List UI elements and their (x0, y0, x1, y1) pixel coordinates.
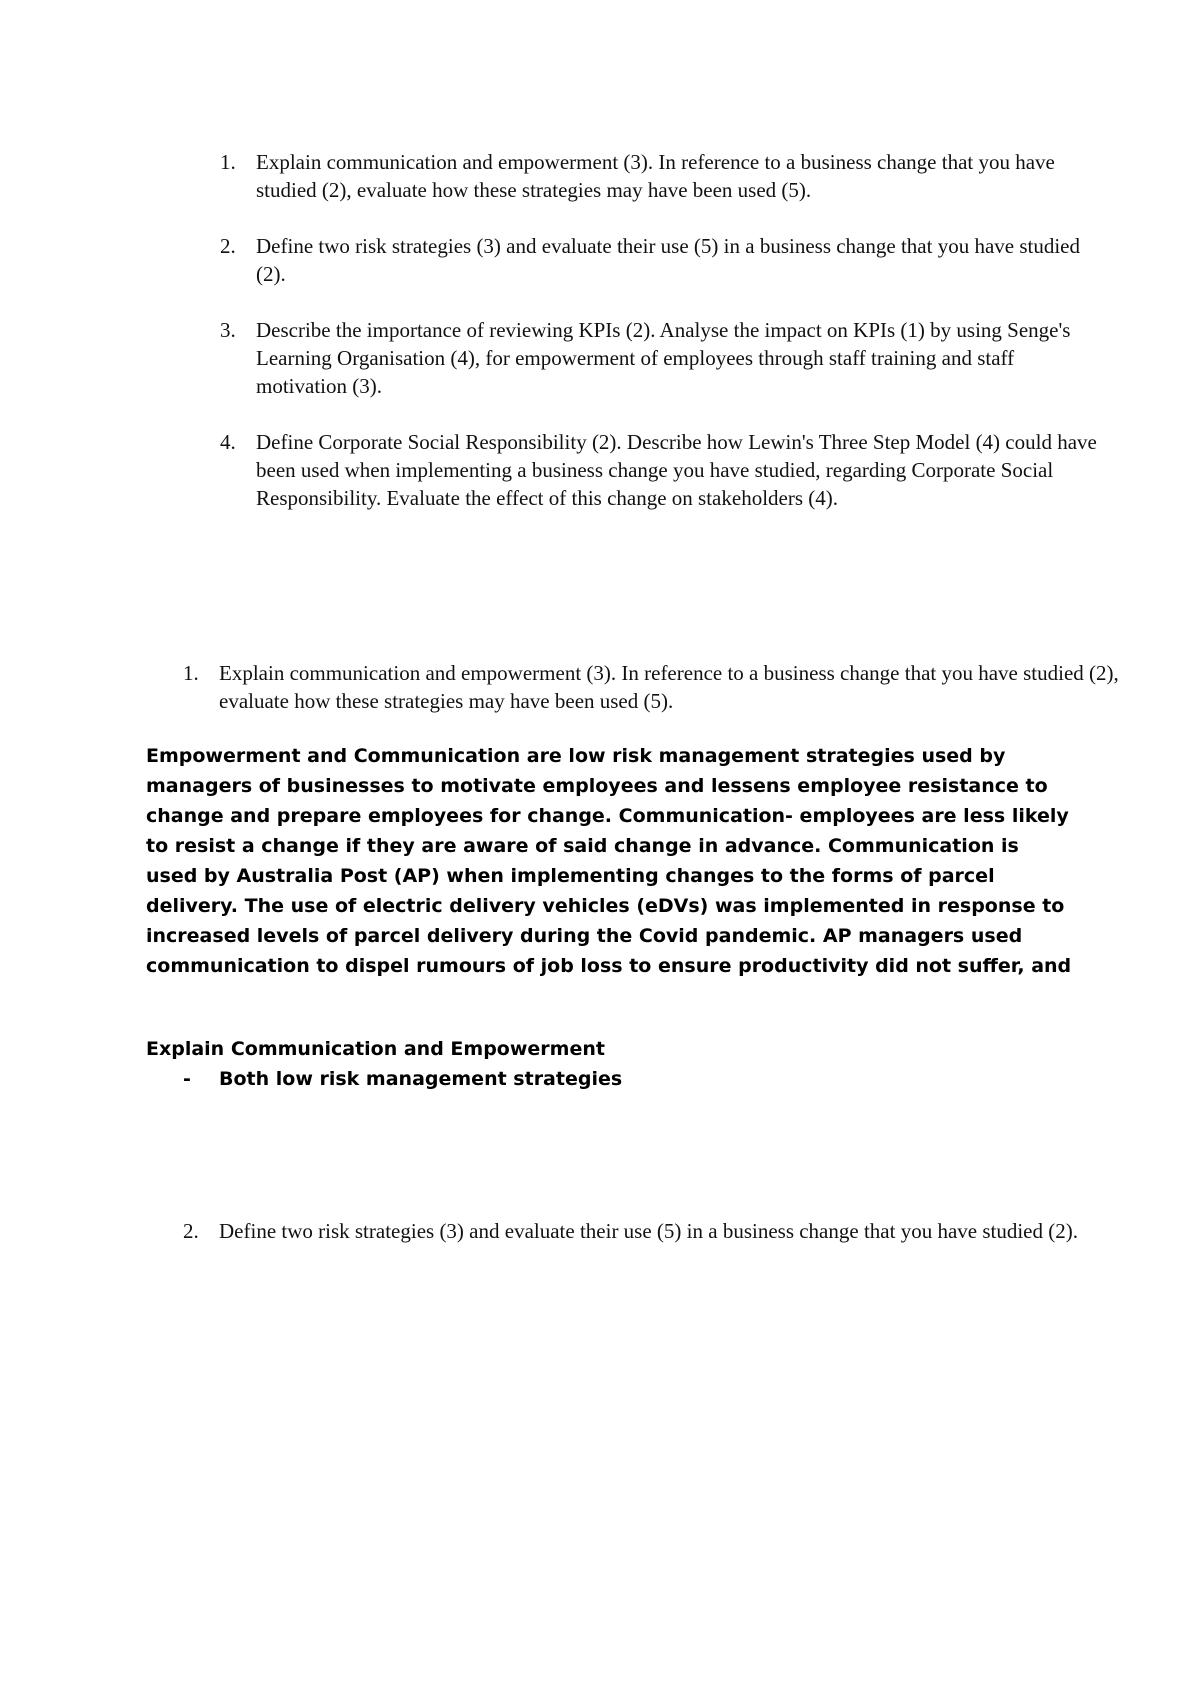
question-number: 1. (220, 150, 236, 174)
question-text: Define two risk strategies (3) and evaluate their use (5) in a business change that you have studied (2). (219, 1219, 1078, 1243)
outline-bullet (183, 1064, 622, 1094)
outline-heading: Explain Communication and Empowerment (146, 1038, 605, 1060)
question-text: Describe the importance of reviewing KPIs (2). Analyse the impact on KPIs (1) by using Senge's Learning Organisation (4), for empowerment of employees through staff training and staff motivation (3). (256, 318, 1071, 398)
question-number: 3. (220, 318, 236, 342)
question-item-1 (220, 148, 1100, 204)
question-number: 2. (220, 234, 236, 258)
question-number: 4. (220, 430, 236, 454)
question-item-4 (220, 428, 1100, 512)
question-text: Explain communication and empowerment (3). In reference to a business change that you have studied (2), evaluate how these strategies may have been used (5). (256, 150, 1055, 202)
question-number: 2. (183, 1219, 199, 1243)
bullet-dash: - (183, 1068, 191, 1090)
question-text: Explain communication and empowerment (3). In reference to a business change that you have studied (2), evaluate how these strategies may have been used (5). (219, 661, 1119, 713)
section-1-question (183, 659, 1119, 715)
answer-paragraph: Empowerment and Communication are low risk management strategies used by managers of businesses to motivate employees and lessens employee resistance to change and prepare employees for change. Communication- employees are less likely to resist a change if they are aware of said change in advance. Communication is used by Australia Post (AP) when implementing changes to the forms of parcel delivery. The use of electric delivery vehicles (eDVs) was implemented in response to increased levels of parcel delivery during the Covid pandemic. AP managers used communication to dispel rumours of job loss to ensure productivity did not suffer, and (146, 745, 1072, 977)
bullet-text: Both low risk management strategies (219, 1068, 623, 1090)
question-list (220, 148, 1100, 540)
question-item-3 (220, 316, 1100, 400)
question-number: 1. (183, 661, 199, 685)
question-text: Define two risk strategies (3) and evaluate their use (5) in a business change that you have studied (2). (256, 234, 1080, 286)
section-2-question (183, 1217, 1119, 1245)
question-item-2 (220, 232, 1100, 288)
question-text: Define Corporate Social Responsibility (2). Describe how Lewin's Three Step Model (4) could have been used when implementing a business change you have studied, regarding Corporate Social Responsibility. Evaluate the effect of this change on stakeholders (4). (256, 430, 1097, 510)
